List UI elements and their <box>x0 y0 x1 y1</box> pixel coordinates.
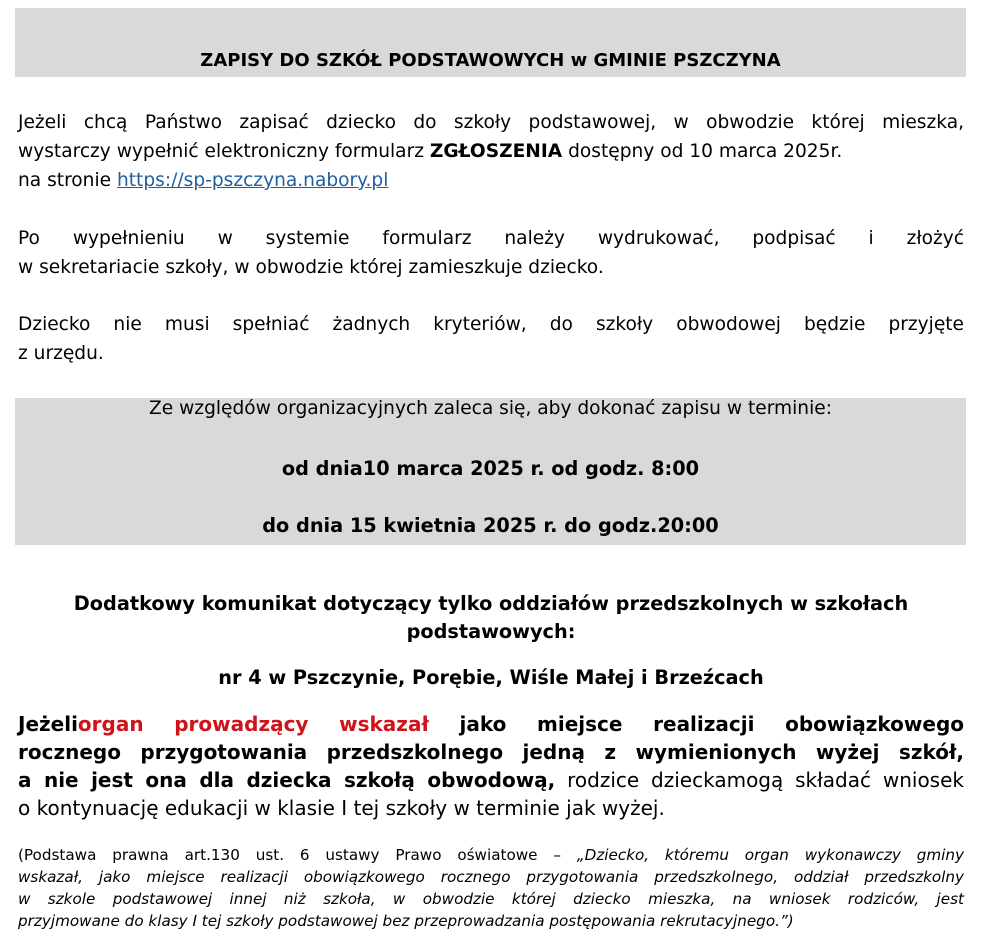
notice-line-3-bold: a nie jest ona dla dziecka szkołą obwodową, <box>18 768 556 792</box>
intro-line-1: Jeżeli chcą Państwo zapisać dziecko do szkoły podstawowej, w obwodzie której mieszka, <box>18 112 964 133</box>
extra-heading <box>18 590 964 646</box>
instructions-paragraph <box>18 224 964 282</box>
criteria-paragraph <box>18 310 964 368</box>
legal-line-1-normal: (Podstawa prawna art.130 ust. 6 ustawy Prawo oświatowe – <box>18 846 577 864</box>
enrollment-link[interactable]: https://sp-pszczyna.nabory.pl <box>116 170 389 191</box>
notice-line-3-normal: rodzice dzieckamogą składać wniosek <box>555 768 964 792</box>
extra-heading-line-1: Dodatkowy komunikat dotyczący tylko oddziałów przedszkolnych w szkołach <box>73 592 909 615</box>
term-to: do dnia 15 kwietnia 2025 r. do godz.20:00 <box>262 514 719 537</box>
schools-list: nr 4 w Pszczynie, Porębie, Wiśle Małej i Brzeźcach <box>218 666 764 689</box>
legal-line-1-italic: „Dziecko, któremu organ wykonawczy gminy <box>576 846 964 864</box>
criteria-line-1: Dziecko nie musi spełniać żadnych kryteriów, do szkoły obwodowej będzie przyjęte <box>18 314 964 335</box>
legal-line-2: wskazał, jako miejsce realizacji obowiązkowego rocznego przygotowania przedszkolnego, oddział przedszkolny <box>18 868 964 886</box>
term-box <box>15 398 966 545</box>
notice-line-1 <box>18 710 964 738</box>
page-title: ZAPISY DO SZKÓŁ PODSTAWOWYCH w GMINIE PSZCZYNA <box>200 50 781 71</box>
zgloszenia-label: ZGŁOSZENIA <box>429 141 563 162</box>
term-intro: Ze względów organizacyjnych zaleca się, aby dokonać zapisu w terminie: <box>149 398 832 419</box>
intro-line-2-text: wystarczy wypełnić elektroniczny formularz <box>18 141 430 162</box>
intro-line-2 <box>18 137 964 166</box>
instructions-line-2: w sekretariacie szkoły, w obwodzie której zamieszkuje dziecko. <box>18 257 604 278</box>
notice-line-1-a: Jeżeli <box>18 712 78 736</box>
intro-line-3-text: na stronie <box>18 170 117 191</box>
intro-line-3 <box>18 166 964 195</box>
intro-paragraph <box>18 108 964 195</box>
legal-line-3: w szkole podstawowej innej niż szkoła, w obwodzie której dziecko mieszka, na wniosek rodziców, jest <box>18 890 964 908</box>
criteria-line-2: z urzędu. <box>18 343 104 364</box>
notice-line-2: rocznego przygotowania przedszkolnego jedną z wymienionych wyżej szkół, <box>18 740 964 764</box>
notice-paragraph <box>18 710 964 822</box>
notice-highlight: organ prowadzący wskazał <box>77 712 429 736</box>
legal-line-4: przyjmowane do klasy I tej szkoły podstawowej bez przeprowadzania postępowania rekrutacyjnego.”) <box>18 912 794 930</box>
legal-basis <box>18 844 964 932</box>
term-from: od dnia10 marca 2025 r. od godz. 8:00 <box>281 457 700 480</box>
legal-line-1 <box>18 844 964 866</box>
title-banner <box>15 8 966 77</box>
instructions-line-1: Po wypełnieniu w systemie formularz należy wydrukować, podpisać i złożyć <box>18 228 964 249</box>
intro-line-2-date: dostępny od 10 marca 2025r. <box>562 141 843 162</box>
notice-line-4: o kontynuację edukacji w klasie I tej szkoły w terminie jak wyżej. <box>18 796 665 820</box>
extra-heading-line-2: podstawowych: <box>406 620 576 643</box>
notice-line-3 <box>18 766 964 794</box>
notice-line-1-b: jako miejsce realizacji obowiązkowego <box>428 712 964 736</box>
